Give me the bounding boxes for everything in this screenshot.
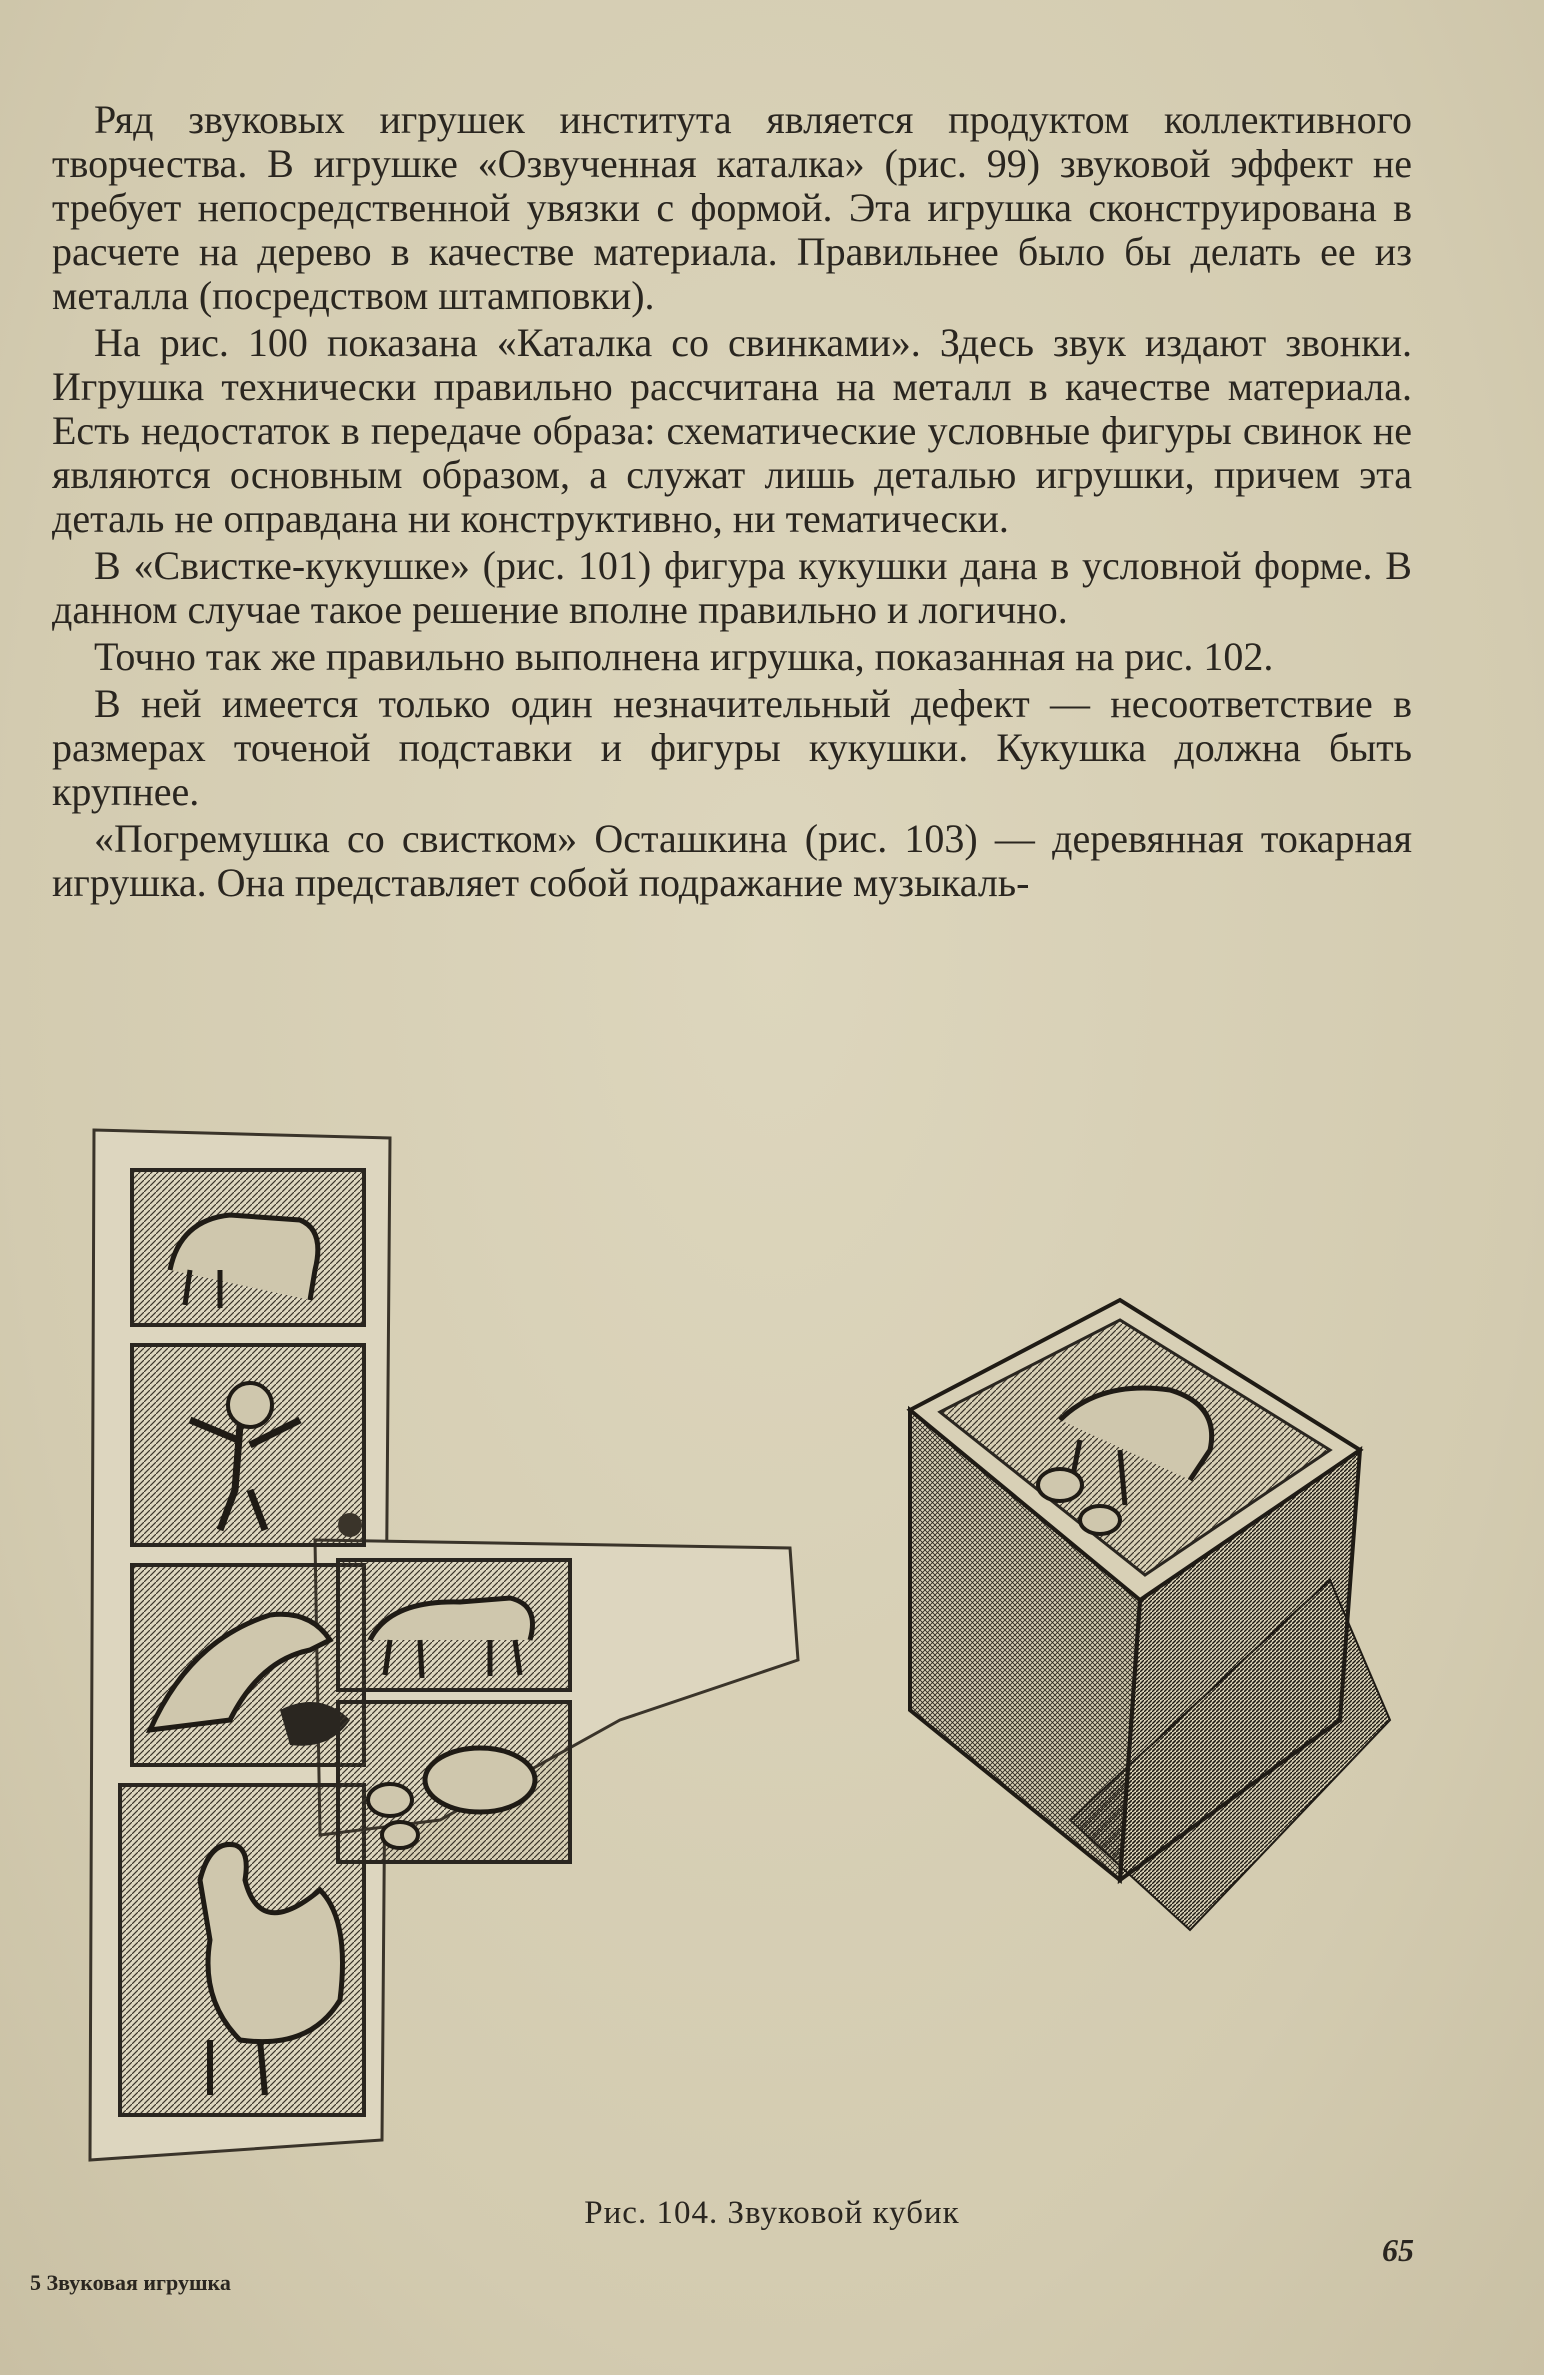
paragraph: В ней имеется только один незначительный дефект — несоответствие в размерах точеной подставки и фигуры кукушки. Кукушка должна быть крупнее. — [52, 681, 1412, 814]
panel-bird — [132, 1565, 364, 1765]
paragraph: «Погремушка со свистком» Осташкина (рис. 103) — деревянная токарная игрушка. Она представляет собой подражание музыкаль- — [52, 816, 1412, 905]
panel-rooster — [120, 1785, 364, 2115]
panel-sheep — [338, 1702, 570, 1862]
page-number: 65 — [1382, 2232, 1414, 2268]
body-text — [52, 98, 1412, 908]
sound-cube-illustration — [60, 1120, 1440, 2180]
panel-horse — [338, 1560, 570, 1690]
paragraph: Точно так же правильно выполнена игрушка, показанная на рис. 102. — [94, 634, 1274, 679]
signature-mark: 5 Звуковая игрушка — [30, 2270, 231, 2295]
sound-cube — [910, 1300, 1390, 1930]
paragraph: В «Свистке-кукушке» (рис. 101) фигура кукушки дана в условной форме. В данном случае такое решение вполне правильно и логично. — [52, 543, 1412, 632]
paragraph: Ряд звуковых игрушек института является продуктом коллективного творчества. В игрушке «Озвученная каталка» (рис. 99) звуковой эффект не требует непосредственной увязки с формой. Эта игрушка сконструирована в расчете на дерево в качестве материала. Правильнее было бы делать ее из металла (посредством штамповки). — [52, 97, 1412, 318]
cube-net — [90, 1130, 798, 2160]
panel-child — [132, 1345, 364, 1545]
panel-cow — [132, 1170, 364, 1325]
paragraph: На рис. 100 показана «Каталка со свинками». Здесь звук издают звонки. Игрушка технически правильно рассчитана на металл в качестве материала. Есть недостаток в передаче образа: схематические условные фигуры свинок не являются основным образом, а служат лишь деталью игрушки, причем эта деталь не оправдана ни конструктивно, ни тематически. — [52, 320, 1412, 541]
figure-caption: Рис. 104. Звуковой кубик — [584, 2195, 960, 2231]
